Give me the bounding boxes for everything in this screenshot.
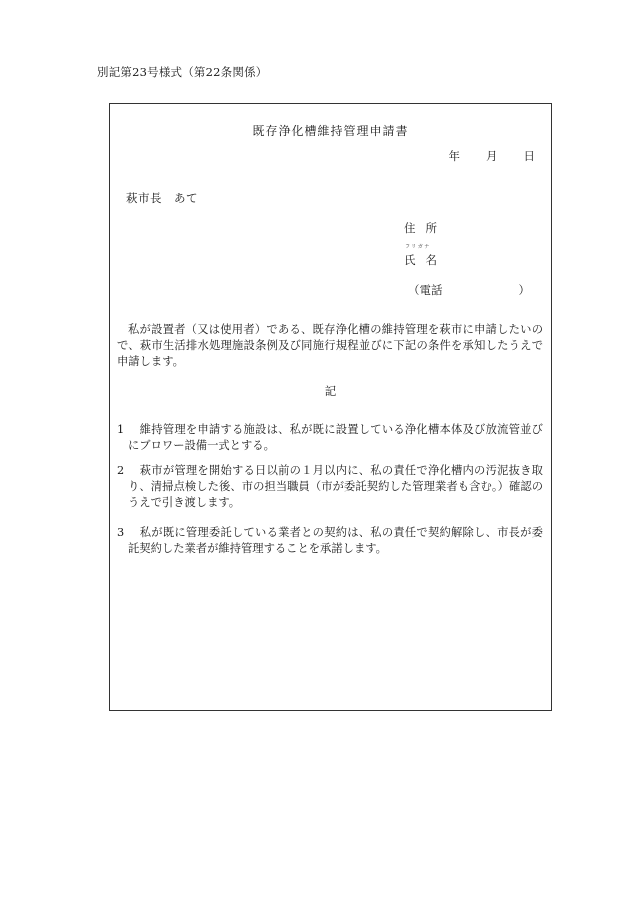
condition-number: 2 <box>117 464 125 477</box>
condition-item <box>117 525 543 557</box>
condition-item <box>117 463 543 511</box>
phone-close-paren: ） <box>518 283 530 297</box>
date-month: 月 <box>486 149 498 163</box>
condition-text: 私が既に管理委託している業者との契約は、私の責任で契約解除し、市長が委託契約した業者が維持管理することを承諾します。 <box>128 526 543 555</box>
application-form-frame <box>109 103 552 711</box>
phone-field <box>408 282 530 298</box>
date-day: 日 <box>523 149 535 163</box>
name-label: 氏名 <box>404 253 447 267</box>
form-number-label: 別記第23号様式（第22条関係） <box>97 65 268 79</box>
date-line <box>449 148 536 164</box>
condition-number: 1 <box>117 423 125 436</box>
ki-heading: 記 <box>324 384 337 398</box>
condition-text: 維持管理を申請する施設は、私が既に設置している浄化槽本体及び放流管並びにブロワー設備一式とする。 <box>128 423 543 452</box>
condition-item <box>117 422 543 454</box>
addressee: 萩市長 あて <box>126 191 198 205</box>
phone-label: （電話 <box>408 283 443 297</box>
furigana-label: フリガナ <box>405 244 431 250</box>
address-label: 住所 <box>404 221 447 235</box>
intro-paragraph: 私が設置者（又は使用者）である、既存浄化槽の維持管理を萩市に申請したいので、萩市生活排水処理施設条例及び同施行規程並びに下記の条件を承知したうえで申請します。 <box>117 323 543 368</box>
date-year: 年 <box>448 149 460 163</box>
condition-number: 3 <box>117 526 125 539</box>
document-title: 既存浄化槽維持管理申請書 <box>252 124 409 138</box>
condition-text: 萩市が管理を開始する日以前の１月以内に、私の責任で浄化槽内の汚泥抜き取り、清掃点検した後、市の担当職員（市が委託契約した管理業者も含む。）確認のうえで引き渡します。 <box>128 464 543 509</box>
